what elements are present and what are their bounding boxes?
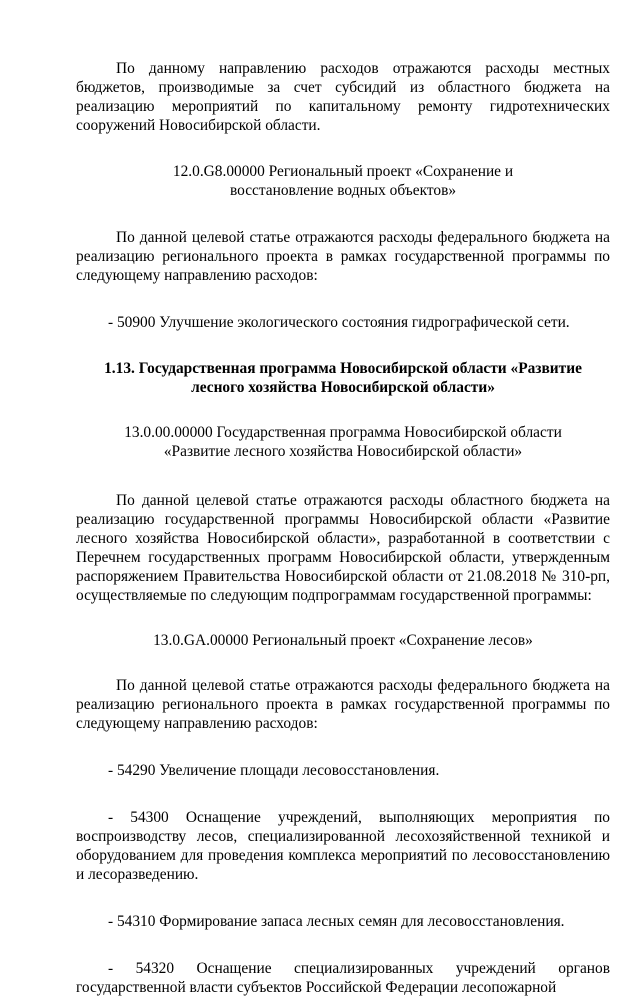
paragraph-federal-budget-forests: По данной целевой статье отражаются расходы федерального бюджета на реализацию регионального проекта в рамках государственной программы по следующему направлению расходов: xyxy=(76,677,610,732)
heading-line: 13.0.GA.00000 Региональный проект «Сохранение лесов» xyxy=(153,632,533,649)
section-heading-forestry-program xyxy=(76,359,610,397)
document-body xyxy=(76,59,610,997)
list-item-54290: - 54290 Увеличение площади лесовосстановления. xyxy=(108,762,440,779)
section-heading-line: лесного хозяйства Новосибирской области» xyxy=(191,379,495,396)
paragraph-regional-budget-forestry: По данной целевой статье отражаются расходы областного бюджета на реализацию государственной программы Новосибирской области «Развитие лесного хозяйства Новосибирской области», разработанной в соответствии с Перечнем государственных программ Новосибирской области, утвержденным распоряжением Правительства Новосибирской области от 21.08.2018 № 310-рп, осуществляемые по следующим подпрограммам государственной программы: xyxy=(76,492,610,604)
heading-regional-project-water xyxy=(76,162,610,200)
paragraph-local-budgets: По данному направлению расходов отражаются расходы местных бюджетов, производимые за счет субсидий из областного бюджета на реализацию мероприятий по капитальному ремонту гидротехнических сооружений Новосибирской области. xyxy=(76,60,610,134)
list-item-54310: - 54310 Формирование запаса лесных семян для лесовосстановления. xyxy=(108,913,565,930)
heading-line: восстановление водных объектов» xyxy=(229,182,457,199)
section-heading-line: 1.13. Государственная программа Новосибирской области «Развитие xyxy=(104,360,582,377)
heading-regional-project-forests xyxy=(76,631,610,650)
list-item-54300: - 54300 Оснащение учреждений, выполняющих мероприятия по воспроизводству лесов, специализированной лесохозяйственной техникой и оборудованием для проведения комплекса мероприятий по лесовосстановлению и лесоразведению. xyxy=(76,809,610,883)
list-item-50900: - 50900 Улучшение экологического состояния гидрографической сети. xyxy=(108,314,570,331)
paragraph-federal-budget-water: По данной целевой статье отражаются расходы федерального бюджета на реализацию регионального проекта в рамках государственной программы по следующему направлению расходов: xyxy=(76,229,610,284)
heading-line: 13.0.00.00000 Государственная программа Новосибирской области xyxy=(124,424,562,441)
heading-line: «Развитие лесного хозяйства Новосибирской области» xyxy=(163,443,523,460)
heading-line: 12.0.G8.00000 Региональный проект «Сохранение и xyxy=(172,163,514,180)
heading-state-program-forestry xyxy=(76,423,610,461)
list-item-54320: - 54320 Оснащение специализированных учреждений органов государственной власти субъектов Российской Федерации лесопожарной xyxy=(76,960,610,996)
